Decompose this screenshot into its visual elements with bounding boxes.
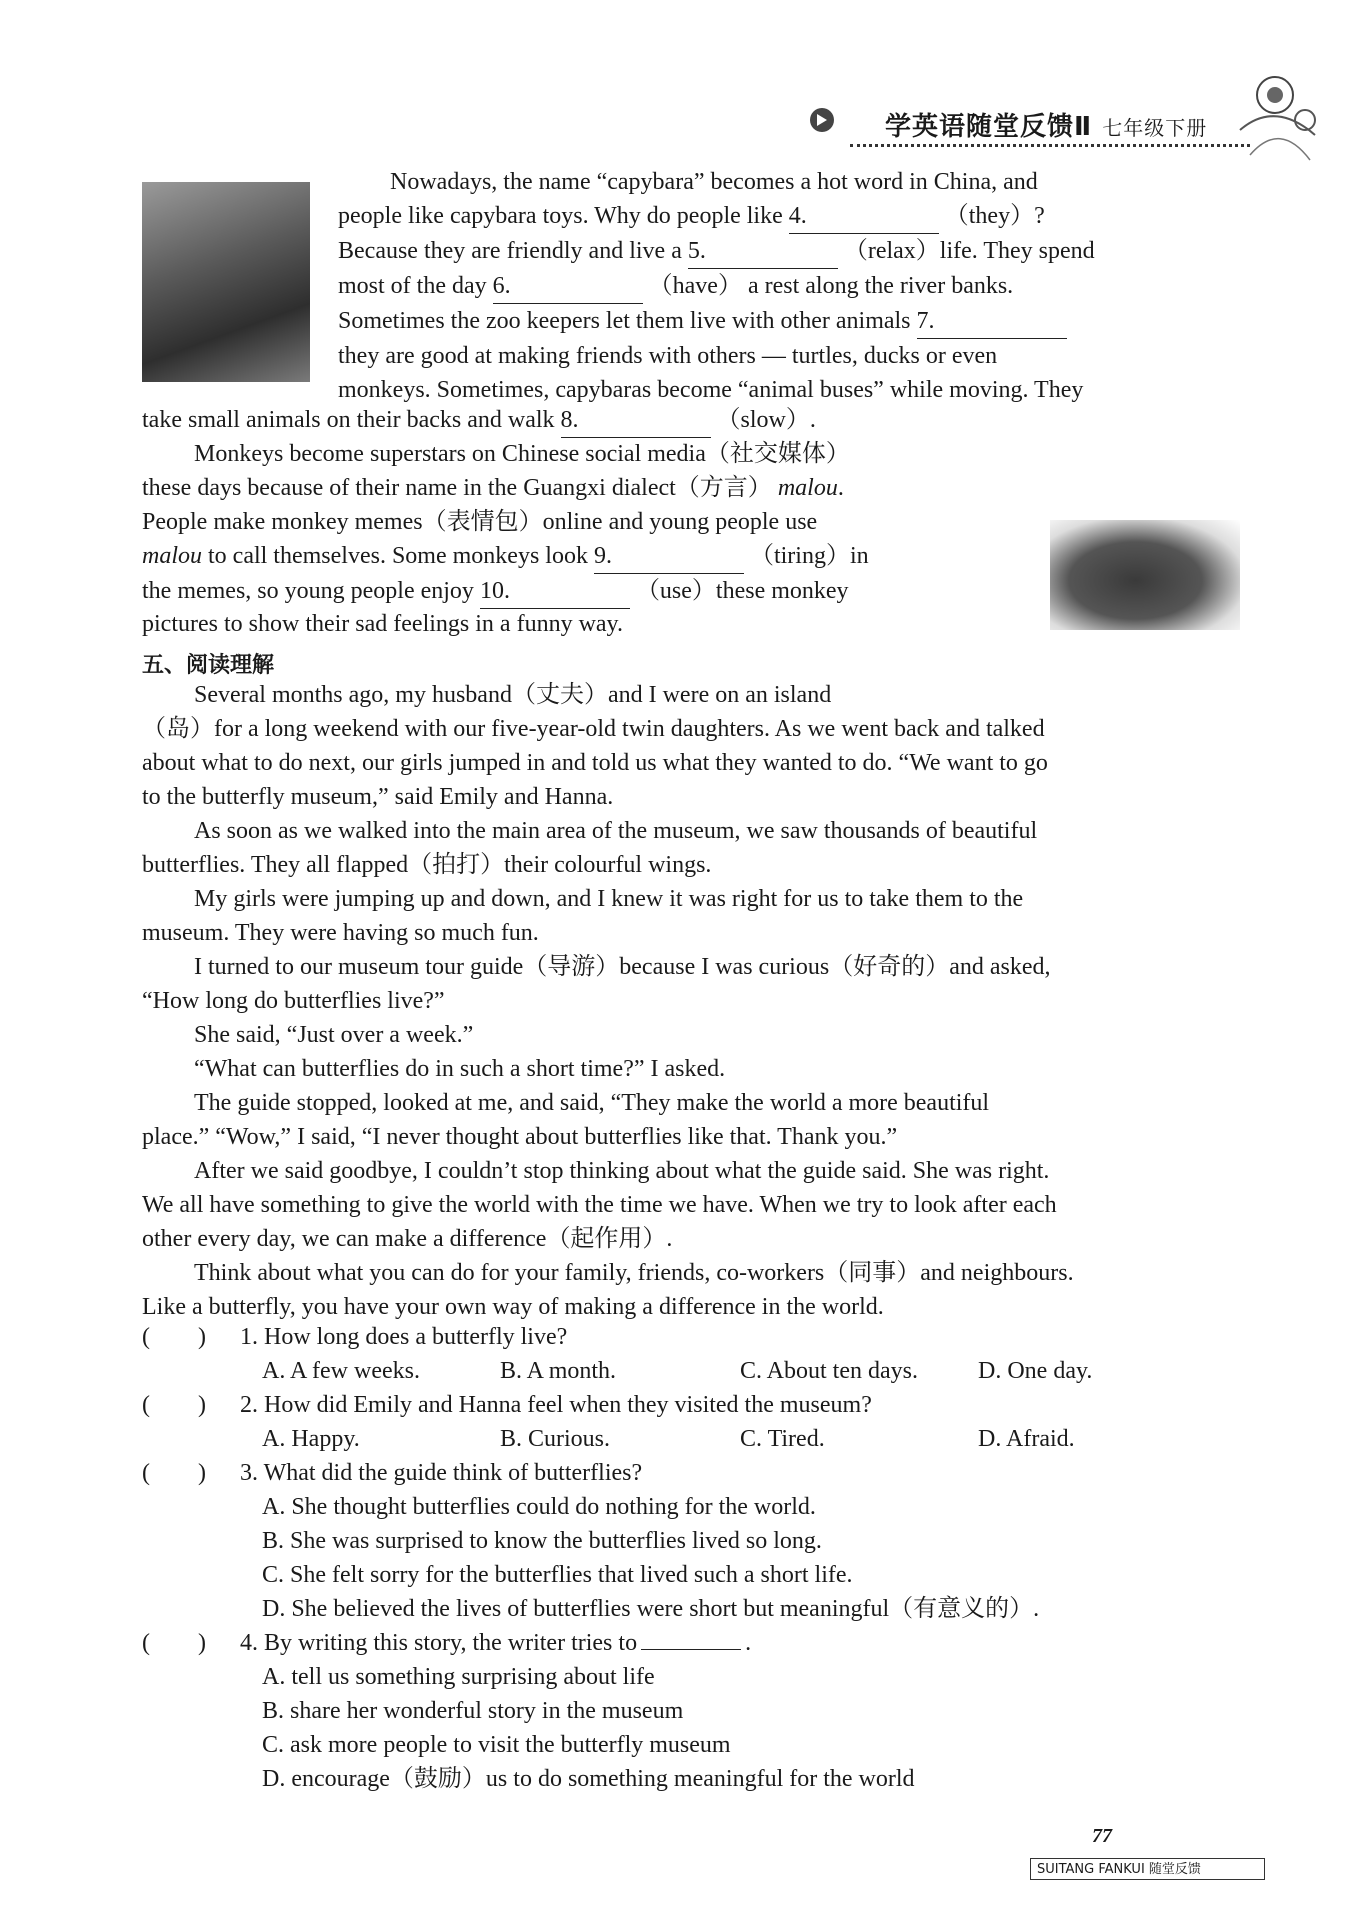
stem-end: . (745, 1630, 752, 1656)
text-line: take small animals on their backs and walk 8. （slow）. (142, 403, 1238, 438)
option-d: D. encourage（鼓励）us to do something meaningful for the world (262, 1766, 915, 1792)
header-divider (850, 144, 1250, 147)
option-d: D. Afraid. (978, 1426, 1075, 1452)
option-b: B. She was surprised to know the butterflies lived so long. (262, 1528, 822, 1554)
text-line: We all have something to give the world with the time we have. When we try to look after each (142, 1192, 1057, 1218)
option-c: C. ask more people to visit the butterfly museum (262, 1732, 731, 1758)
text-line: Sometimes the zoo keepers let them live with other animals 7. (338, 304, 1238, 339)
question-3 (142, 1456, 1238, 1490)
option-a: A. Happy. (262, 1426, 360, 1452)
text-line: place.” “Wow,” I said, “I never thought about butterflies like that. Thank you.” (142, 1124, 898, 1150)
text-line: butterflies. They all flapped（拍打）their colourful wings. (142, 852, 712, 878)
text-line: museum. They were having so much fun. (142, 920, 539, 946)
option-c: C. About ten days. (740, 1358, 918, 1384)
text-line: After we said goodbye, I couldn’t stop thinking about what the guide said. She was right. (194, 1158, 1050, 1184)
option-b: B. Curious. (500, 1426, 611, 1452)
text-line: My girls were jumping up and down, and I knew it was right for us to take them to the (194, 886, 1024, 912)
text-line: monkeys. Sometimes, capybaras become “animal buses” while moving. They (338, 377, 1084, 403)
text-line: Think about what you can do for your family, friends, co-workers（同事）and neighbours. (194, 1260, 1074, 1286)
page-number: 77 (1092, 1825, 1112, 1847)
book-title: 学英语随堂反馈Ⅱ 七年级下册 (885, 112, 1208, 142)
text-line: Like a butterfly, you have your own way of making a difference in the world. (142, 1294, 884, 1320)
blank-8[interactable]: 8. (561, 403, 711, 438)
text-line: Because they are friendly and live a 5. （relax）life. They spend (338, 234, 1238, 269)
text-line: most of the day 6. （have） a rest along the river banks. (338, 269, 1238, 304)
option-d: D. She believed the lives of butterflies were short but meaningful（有意义的）. (262, 1596, 1040, 1622)
answer-blank[interactable]: ( ) (142, 1392, 206, 1418)
text-line: （岛）for a long weekend with our five-year-old twin daughters. As we went back and talked (142, 716, 1045, 742)
stem-blank (641, 1649, 741, 1650)
passage1-para1-top (338, 165, 1238, 407)
blank-9[interactable]: 9. (594, 539, 744, 574)
text-line: Monkeys become superstars on Chinese social media（社交媒体） (194, 441, 850, 467)
text-line: they are good at making friends with others — turtles, ducks or even (338, 343, 998, 369)
option-a: A. tell us something surprising about life (262, 1664, 655, 1690)
option-d: D. One day. (978, 1358, 1093, 1384)
passage1-para2 (142, 437, 992, 609)
text-line: to the butterfly museum,” said Emily and Hanna. (142, 784, 614, 810)
text-line: Several months ago, my husband（丈夫）and I were on an island (194, 682, 832, 708)
text-line: Nowadays, the name “capybara” becomes a hot word in China, and (390, 169, 1038, 195)
answer-blank[interactable]: ( ) (142, 1324, 206, 1350)
text-line: these days because of their name in the Guangxi dialect（方言） malou. (142, 475, 844, 501)
footer-label: SUITANG FANKUI 随堂反馈 (1030, 1858, 1265, 1880)
blank-4[interactable]: 4. (789, 199, 939, 234)
option-a: A. She thought butterflies could do nothing for the world. (262, 1494, 816, 1520)
flower-decoration-icon (1220, 60, 1330, 170)
text-line: I turned to our museum tour guide（导游）because I was curious（好奇的）and asked, (194, 954, 1051, 980)
text-line: “What can butterflies do in such a short time?” I asked. (194, 1056, 726, 1082)
option-b: B. share her wonderful story in the museum (262, 1698, 684, 1724)
question-stem: 1. How long does a butterfly live? (240, 1324, 568, 1350)
text-line: The guide stopped, looked at me, and said, “They make the world a more beautiful (194, 1090, 990, 1116)
blank-5[interactable]: 5. (688, 234, 838, 269)
question-4 (142, 1626, 1238, 1660)
text-line: about what to do next, our girls jumped in and told us what they wanted to do. “We want to go (142, 750, 1048, 776)
passage1-para2-end (142, 607, 1238, 641)
question-1 (142, 1320, 1238, 1354)
question-stem: 4. By writing this story, the writer tries to (240, 1630, 638, 1656)
blank-7[interactable]: 7. (917, 304, 1067, 339)
reading-passage (142, 678, 1238, 1324)
text-line: pictures to show their sad feelings in a funny way. (142, 611, 623, 637)
text-line: As soon as we walked into the main area of the museum, we saw thousands of beautiful (194, 818, 1038, 844)
option-c: C. Tired. (740, 1426, 825, 1452)
capybara-photo (142, 182, 310, 382)
question-stem: 2. How did Emily and Hanna feel when they visited the museum? (240, 1392, 872, 1418)
question-2 (142, 1388, 1238, 1422)
text-line: malou to call themselves. Some monkeys look 9. （tiring）in (142, 539, 992, 574)
answer-blank[interactable]: ( ) (142, 1460, 206, 1486)
blank-6[interactable]: 6. (493, 269, 643, 304)
text-line: other every day, we can make a difference（起作用）. (142, 1226, 673, 1252)
text-line: people like capybara toys. Why do people like 4. （they）? (338, 199, 1238, 234)
answer-blank[interactable]: ( ) (142, 1630, 206, 1656)
passage1-para1-bottom (142, 403, 1238, 438)
option-a: A. A few weeks. (262, 1358, 420, 1384)
text-line: People make monkey memes（表情包）online and young people use (142, 509, 818, 535)
option-b: B. A month. (500, 1358, 617, 1384)
question-stem: 3. What did the guide think of butterflies? (240, 1460, 643, 1486)
text-line: the memes, so young people enjoy 10. （use）these monkey (142, 574, 992, 609)
text-line: She said, “Just over a week.” (194, 1022, 474, 1048)
blank-10[interactable]: 10. (480, 574, 630, 609)
text-line: “How long do butterflies live?” (142, 988, 445, 1014)
section-title: 五、阅读理解 (142, 653, 275, 678)
play-icon (810, 108, 834, 132)
option-c: C. She felt sorry for the butterflies that lived such a short life. (262, 1562, 853, 1588)
page-header (810, 100, 1250, 150)
